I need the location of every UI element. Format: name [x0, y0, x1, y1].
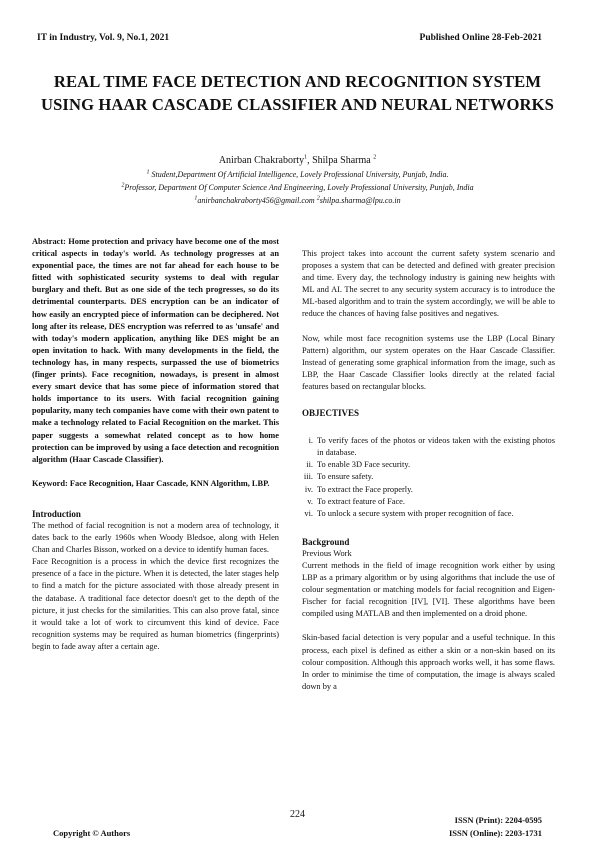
paper-title: REAL TIME FACE DETECTION AND RECOGNITION SYSTEM USING HAAR CASCADE CLASSIFIER AND NEURAL NETWORKS — [41, 72, 554, 114]
objective-number: v. — [307, 496, 313, 506]
author-2-marker: 2 — [373, 154, 377, 161]
objective-text: To unlock a secure system with proper recognition of face. — [317, 508, 514, 518]
published-date: Published Online 28-Feb-2021 — [419, 33, 542, 43]
affiliation-2-marker: 2 — [121, 182, 125, 189]
objective-text: To enable 3D Face security. — [317, 460, 411, 470]
affiliation-2 — [20, 181, 575, 194]
lbp-paragraph: Now, while most face recognition systems use the LBP (Local Binary Pattern) algorithm, our system operates on the Haar Cascade Classifier. Instead of generating some graphical information from the image, such as LBP, the Haar Cascade Classifier looks directly at the related facial features based on rectangular blocks. — [302, 333, 555, 391]
objective-item — [302, 459, 555, 471]
objective-item — [302, 496, 555, 508]
introduction-paragraph-2: Face Recognition is a process in which the device first recognizes the presence of a face in the picture. When it is detected, the later stages help to find a match for the picture associated with those already present in the database. A traditional face detector doesn't get to the depth of the picture, it just checks for the similarities. This can also prove fatal, since it would take a lot of work to circumvent this kind of device. Face recognition systems may be required as human biometrics (fingerprints) begin to fade away after a certain age. — [32, 557, 279, 651]
affiliation-1 — [20, 168, 575, 181]
abstract: Abstract: Home protection and privacy have become one of the most critical aspects in today's world. As technology progresses at an exponential pace, the times are not far ahead for each house to be fitted with sophisticated security systems to deal with regular burglary and theft. But as one side of the tech progresses, so do its detrimental counterparts. DES encryption can be an indicator of how easily an encrypted piece of information can be deciphered. Not long after its release, DES encryption was referred to as 'unsafe' and with today's modern application, anything like DES might be an open invitation to hack. With many developments in the field, the technology has, in many respects, surpassed the use of biometrics (finger prints). Face recognition, nowadays, is present in almost every smart device that has some piece of information stored that holds importance to its users. With facial recognition gaining popularity, many tech companies have come with their own patent to make a technology related to Facial Recognition on the market. This paper suggests a somewhat related concept as to how home protection can be improved by using a face detection and recognition algorithm (Haar Cascade Classifier). — [32, 237, 279, 464]
keywords: Keyword: Face Recognition, Haar Cascade, KNN Algorithm, LBP. — [32, 478, 270, 488]
issn-online: ISSN (Online): 2203-1731 — [448, 828, 542, 838]
page-number: 224 — [290, 809, 305, 820]
objectives-heading: OBJECTIVES — [302, 408, 360, 419]
affiliation-2-text: Professor, Department Of Computer Science And Engineering, Lovely Professional University, Punjab, India — [124, 183, 474, 192]
email-2-marker: 2 — [316, 195, 320, 202]
previous-work-paragraph: Current methods in the field of image recognition work either by using LBP as a primary algorithm or by using algorithms that include the use of colour segmentation or matching models for facial recognition and Eigen-Fischer for facial recognition [IV], [VI]. These algorithms have been compiled using MATLAB and then implemented on a droid phone. — [302, 560, 555, 619]
objectives-list — [302, 435, 555, 520]
objective-text: To extract the Face properly. — [317, 484, 413, 494]
journal-header: IT in Industry, Vol. 9, No.1, 2021 — [37, 33, 170, 43]
author-emails — [20, 194, 575, 207]
objective-text: To extract feature of Face. — [317, 496, 405, 506]
objective-text: To verify faces of the photos or videos taken with the existing photos in database. — [317, 436, 555, 458]
issn-print: ISSN (Print): 2204-0595 — [454, 815, 542, 825]
author-2: Shilpa Sharma — [312, 155, 371, 166]
affiliation-1-marker: 1 — [146, 169, 150, 176]
author-1: Anirban Chakraborty — [218, 155, 305, 166]
left-column — [32, 236, 279, 653]
copyright: Copyright © Authors — [53, 828, 131, 838]
objective-item — [302, 484, 555, 496]
objective-number: ii. — [306, 460, 313, 470]
previous-work-heading: Previous Work — [302, 548, 352, 558]
objective-number: i. — [308, 436, 313, 446]
objective-number: iv. — [304, 484, 313, 494]
objective-text: To ensure safety. — [317, 472, 374, 482]
email-1: anirbanchakraborty456@gmail.com — [197, 196, 315, 205]
right-column — [302, 236, 555, 693]
objective-number: iii. — [303, 472, 313, 482]
objective-number: vi. — [304, 508, 313, 518]
email-1-marker: 1 — [194, 195, 198, 202]
affiliation-1-text: Student,Department Of Artificial Intelligence, Lovely Professional University, Punjab, India. — [149, 170, 449, 179]
skin-detection-paragraph: Skin-based facial detection is very popular and a useful technique. In this process, each pixel is defined as either a skin or a non-skin based on its colour composition. Although this approach works well, it has some flaws. In order to minimise the time of computation, the image is always scaled down by a — [302, 633, 555, 691]
introduction-heading: Introduction — [32, 508, 81, 519]
objective-item — [302, 471, 555, 483]
objective-item — [302, 435, 555, 459]
objective-item — [302, 508, 555, 520]
author-line — [30, 155, 565, 166]
email-2: shilpa.sharma@lpu.co.in — [319, 196, 401, 205]
project-paragraph: This project takes into account the current safety system scenario and proposes a system that can be detected and defined with greater precision and time. Every day, the technology industry is gaining new heights with ML and AI. The secret to any security system accuracy is to introduce the ML-based algorithm and to train the system accordingly, we will be able to reduce the chances of having false positives and negatives. — [302, 249, 555, 319]
introduction-paragraph-1: The method of facial recognition is not a modern area of technology, it dates back to the early 1960s when Woody Bledsoe, along with Helen Chan and Charles Bisson, worked on a device to identify human faces. — [32, 520, 279, 555]
author-1-marker: 1 — [304, 154, 308, 161]
background-heading: Background — [302, 536, 350, 547]
author-separator: , — [307, 155, 313, 166]
